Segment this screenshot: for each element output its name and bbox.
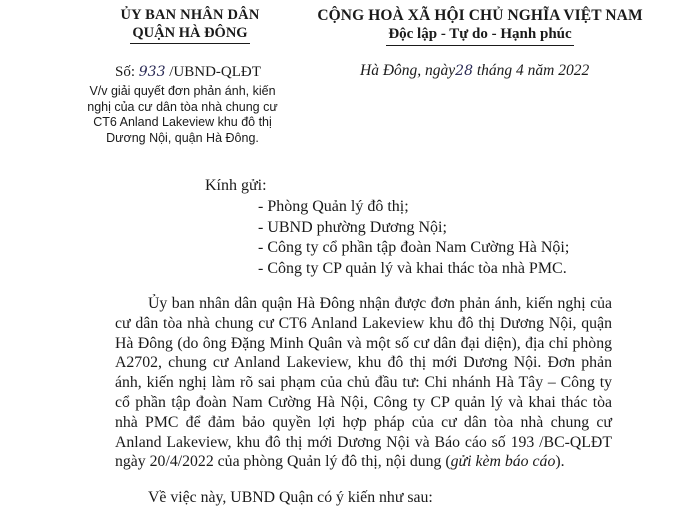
national-motto: Độc lập - Tự do - Hạnh phúc xyxy=(386,25,573,46)
national-title-line-1: CỘNG HOÀ XÃ HỘI CHỦ NGHĨA VIỆT NAM xyxy=(317,7,643,24)
next-paragraph-line: Về việc này, UBND Quận có ý kiến như sau: xyxy=(148,489,433,506)
authority-line-1: ỦY BAN NHÂN DÂN xyxy=(120,7,260,23)
handwritten-day: 28 xyxy=(455,63,473,79)
date-prefix: Hà Đông, ngày xyxy=(360,62,456,79)
date-suffix: tháng 4 năm 2022 xyxy=(472,62,590,79)
issuing-authority xyxy=(70,6,310,44)
body-main-text: Ủy ban nhân dân quận Hà Đông nhận được đơn phản ánh, kiến nghị của cư dân tòa nhà chung cư CT6 Anland Lakeview khu đô thị Dương Nội, quận Hà Đông (do ông Đặng Minh Quân và một số cư dân đại diện), địa chỉ phòng A2702, chung cư Anland Lakeview, khu đô thị mới Dương Nội. Đơn phản ánh, kiến nghị làm rõ sai phạm của chủ đầu tư: Chi nhánh Hà Tây – Công ty cổ phần tập đoàn Nam Cường Hà Nội, Công ty CP quản lý và khai thác tòa nhà PMC để đảm bảo quyền lợi hợp pháp của cư dân tòa nhà chung cư Anland Lakeview, khu đô thị mới Dương Nội và Báo cáo số 193 /BC-QLĐT ngày 20/4/2022 của phòng Quản lý đô thị, nội dung ( xyxy=(115,295,612,471)
recipient-item: - UBND phường Dương Nội; xyxy=(258,218,447,236)
subject-summary: V/v giải quyết đơn phản ánh, kiến nghị của cư dân tòa nhà chung cư CT6 Anland Lakeview khu đô thị Dương Nội, quận Hà Đông. xyxy=(87,84,278,145)
salutation: Kính gửi: xyxy=(205,177,267,194)
document-number-suffix: /UBND-QLĐT xyxy=(165,64,261,80)
recipient-item: - Công ty cổ phần tập đoàn Nam Cường Hà Nội; xyxy=(258,239,570,256)
handwritten-number: 933 xyxy=(138,64,166,80)
issue-date xyxy=(360,62,589,80)
national-title xyxy=(290,6,670,46)
document-number-prefix: Số: xyxy=(115,64,139,80)
authority-line-2: QUẬN HÀ ĐÔNG xyxy=(130,24,249,44)
body-italic-note: gửi kèm báo cáo xyxy=(450,453,556,471)
recipient-list xyxy=(258,197,569,279)
body-paragraph xyxy=(115,294,612,472)
recipient-item: - Phòng Quản lý đô thị; xyxy=(258,198,409,215)
recipient-item: - Công ty CP quản lý và khai thác tòa nhà PMC. xyxy=(258,259,567,277)
document-number xyxy=(115,64,261,81)
body-end-text: ). xyxy=(555,453,565,471)
